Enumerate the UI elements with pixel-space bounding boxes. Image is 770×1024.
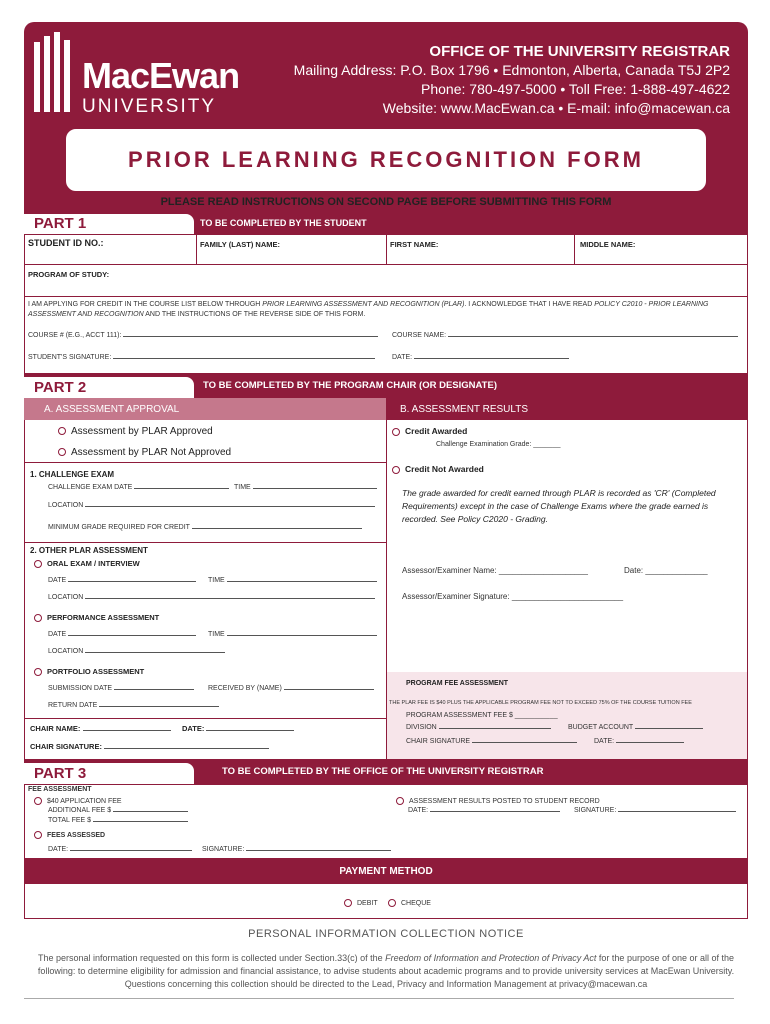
- course-name-label: COURSE NAME:: [392, 332, 447, 339]
- declaration-d: POLICY C2010 - PRIOR LEARNING ASSESSMENT AND RECOGNITION: [28, 301, 709, 318]
- form-title: PRIOR LEARNING RECOGNITION FORM: [128, 147, 644, 172]
- division-label: DIVISION: [406, 724, 437, 731]
- a-title: A. ASSESSMENT APPROVAL: [44, 404, 180, 415]
- form-title-box: [64, 127, 708, 193]
- oral-date-label: DATE: [48, 577, 67, 584]
- chair-name-label: CHAIR NAME:: [30, 724, 81, 733]
- part1-tag: PART 1: [24, 214, 194, 234]
- cheque-label: CHEQUE: [401, 899, 431, 907]
- submission-date-field[interactable]: [48, 685, 194, 692]
- portfolio-label: PORTFOLIO ASSESSMENT: [47, 667, 145, 676]
- radio-icon: [58, 427, 66, 435]
- part1-bar-text: TO BE COMPLETED BY THE STUDENT: [200, 218, 367, 228]
- performance-location-field[interactable]: [48, 648, 225, 655]
- student-signature-field[interactable]: [28, 354, 375, 361]
- other-plar-heading: 2. OTHER PLAR ASSESSMENT: [30, 546, 148, 555]
- office-address: Mailing Address: P.O. Box 1796 • Edmonton, Alberta, Canada T5J 2P2: [293, 62, 730, 78]
- b-title: B. ASSESSMENT RESULTS: [400, 404, 529, 415]
- student-id-field[interactable]: STUDENT ID NO.:: [28, 238, 104, 248]
- fee-date-field[interactable]: [594, 738, 684, 745]
- grade-note: The grade awarded for credit earned through PLAR is recorded as 'CR' (Completed Requirements) except in the case of Challenge Exams where the grade earned is recorded. See Policy C2020 - Grading.: [402, 488, 716, 524]
- course-number-label: COURSE # (E.G., ACCT 111):: [28, 332, 122, 339]
- challenge-location-field[interactable]: [48, 502, 375, 509]
- budget-account-field[interactable]: [568, 724, 703, 731]
- posted-signature-field[interactable]: [574, 807, 736, 814]
- radio-icon: [392, 428, 400, 436]
- challenge-time-field[interactable]: [234, 484, 377, 491]
- app-fee-option[interactable]: [34, 797, 122, 805]
- divider: [386, 234, 387, 264]
- payment-title: PAYMENT METHOD: [339, 866, 433, 877]
- office-web: Website: www.MacEwan.ca • E-mail: info@macewan.ca: [382, 100, 730, 116]
- portfolio-option[interactable]: [34, 667, 144, 676]
- budget-account-label: BUDGET ACCOUNT: [568, 724, 634, 731]
- assessor-signature-field[interactable]: Assessor/Examiner Signature: _________________________: [402, 592, 624, 601]
- received-by-label: RECEIVED BY (NAME): [208, 685, 282, 692]
- fee-amount-field[interactable]: PROGRAM ASSESSMENT FEE $ ___________: [406, 712, 558, 719]
- privacy-notice-c: for the purpose of one or all of the following: to determine eligibility for admission and financial assistance, to advise students about academic programs and to provide university services at MacEwan University. Questions concerning this collection should be directed to the Lead, Privacy and Information Management at privacy@macewan.ca: [37, 953, 735, 989]
- fee-title: PROGRAM FEE ASSESSMENT: [406, 680, 509, 687]
- oral-time-label: TIME: [208, 577, 225, 584]
- cheque-option[interactable]: [388, 899, 431, 907]
- divider: [196, 234, 197, 264]
- plar-approved-label: Assessment by PLAR Approved: [71, 426, 213, 437]
- results-posted-label: ASSESSMENT RESULTS POSTED TO STUDENT RECORD: [409, 797, 600, 805]
- performance-date-field[interactable]: [48, 631, 196, 638]
- divider: [24, 462, 386, 463]
- declaration-e: AND THE INSTRUCTIONS OF THE REVERSE SIDE OF THIS FORM.: [143, 311, 366, 318]
- radio-icon: [34, 831, 42, 839]
- radio-icon: [34, 614, 42, 622]
- logo-university: UNIVERSITY: [82, 96, 217, 117]
- performance-option[interactable]: [34, 613, 159, 622]
- middle-name-field[interactable]: MIDDLE NAME:: [580, 240, 636, 249]
- credit-awarded-option[interactable]: [392, 426, 467, 436]
- fees-assessed-label: FEES ASSESSED: [47, 831, 106, 839]
- challenge-location-label: LOCATION: [48, 502, 84, 509]
- privacy-notice: [24, 952, 748, 991]
- app-fee-label: $40 APPLICATION FEE: [47, 797, 122, 805]
- divider: [24, 542, 386, 543]
- footer-rule: [24, 998, 734, 999]
- min-grade-field[interactable]: [48, 524, 362, 531]
- course-name-field[interactable]: [392, 332, 738, 339]
- division-field[interactable]: [406, 724, 551, 731]
- credit-awarded-label: Credit Awarded: [405, 426, 468, 436]
- debit-label: DEBIT: [357, 899, 378, 907]
- family-name-field[interactable]: FAMILY (LAST) NAME:: [200, 240, 280, 249]
- privacy-notice-a: The personal information requested on this form is collected under Section.33(c) of the: [37, 953, 386, 963]
- chair-signature-label: CHAIR SIGNATURE:: [30, 742, 102, 751]
- assessed-date-label: DATE:: [48, 846, 69, 853]
- challenge-grade-field[interactable]: Challenge Examination Grade: _______: [436, 441, 561, 448]
- performance-date-label: DATE: [48, 631, 67, 638]
- fee-note: THE PLAR FEE IS $40 PLUS THE APPLICABLE PROGRAM FEE NOT TO EXCEED 75% OF THE COURSE TUITION FEE: [389, 700, 692, 706]
- radio-icon: [344, 899, 352, 907]
- divider: [24, 296, 748, 297]
- assessed-date-field[interactable]: [48, 846, 192, 853]
- declaration-b: PRIOR LEARNING ASSESSMENT AND RECOGNITION (PLAR): [262, 301, 465, 308]
- assessed-signature-field[interactable]: [202, 846, 391, 853]
- submission-date-label: SUBMISSION DATE: [48, 685, 113, 692]
- divider: [24, 264, 748, 265]
- plar-not-approved-label: Assessment by PLAR Not Approved: [71, 447, 232, 458]
- declaration-a: I AM APPLYING FOR CREDIT IN THE COURSE LIST BELOW THROUGH: [28, 301, 263, 308]
- chair-date-field[interactable]: [182, 724, 294, 733]
- credit-not-awarded-label: Credit Not Awarded: [405, 464, 484, 474]
- student-signature-label: STUDENT'S SIGNATURE:: [28, 354, 112, 361]
- performance-location-label: LOCATION: [48, 648, 84, 655]
- assessor-name-field[interactable]: Assessor/Examiner Name: ____________________: [402, 566, 588, 575]
- debit-option[interactable]: [344, 899, 378, 907]
- oral-time-field[interactable]: [208, 577, 377, 584]
- divider: [574, 234, 575, 264]
- plar-approved-option[interactable]: [58, 426, 213, 437]
- fee-date-label: DATE:: [594, 738, 615, 745]
- total-fee-field[interactable]: [48, 817, 188, 824]
- challenge-exam-heading: 1. CHALLENGE EXAM: [30, 470, 115, 479]
- declaration-c: . I ACKNOWLEDGE THAT I HAVE READ: [464, 301, 595, 308]
- challenge-date-label: CHALLENGE EXAM DATE: [48, 484, 133, 491]
- part2-tag: PART 2: [24, 377, 194, 398]
- first-name-field[interactable]: FIRST NAME:: [390, 240, 439, 249]
- oral-date-field[interactable]: [48, 577, 196, 584]
- fee-assessment-heading: FEE ASSESSMENT: [28, 786, 92, 793]
- fees-assessed-option[interactable]: [34, 831, 105, 839]
- divider: [24, 718, 386, 719]
- fee-chair-signature-label: CHAIR SIGNATURE: [406, 738, 471, 745]
- logo-wordmark: MacEwan: [82, 55, 240, 96]
- return-date-label: RETURN DATE: [48, 702, 98, 709]
- credit-not-awarded-option[interactable]: [392, 464, 484, 474]
- office-info: [294, 42, 730, 118]
- student-date-field[interactable]: [392, 354, 569, 361]
- additional-fee-label: ADDITIONAL FEE $: [48, 807, 112, 814]
- total-fee-label: TOTAL FEE $: [48, 817, 92, 824]
- student-date-label: DATE:: [392, 354, 413, 361]
- posted-date-field[interactable]: [408, 807, 560, 814]
- oral-location-field[interactable]: [48, 594, 375, 601]
- part3-bar-text: TO BE COMPLETED BY THE OFFICE OF THE UNIVERSITY REGISTRAR: [222, 766, 544, 777]
- additional-fee-field[interactable]: [48, 807, 188, 814]
- payment-box: [24, 883, 748, 919]
- radio-icon: [396, 797, 404, 805]
- privacy-notice-b: Freedom of Information and Protection of Privacy Act: [385, 953, 597, 963]
- fee-chair-signature-field[interactable]: [406, 738, 577, 745]
- radio-icon: [34, 560, 42, 568]
- radio-icon: [58, 448, 66, 456]
- min-grade-label: MINIMUM GRADE REQUIRED FOR CREDIT: [48, 524, 190, 531]
- oral-exam-option[interactable]: [34, 559, 140, 568]
- chair-signature-field[interactable]: [30, 742, 269, 751]
- received-by-field[interactable]: [208, 685, 374, 692]
- chair-date-label: DATE:: [182, 724, 205, 733]
- macewan-logo-icon: [34, 32, 76, 120]
- radio-icon: [392, 466, 400, 474]
- privacy-notice-title: PERSONAL INFORMATION COLLECTION NOTICE: [248, 928, 524, 940]
- radio-icon: [388, 899, 396, 907]
- challenge-time-label: TIME: [234, 484, 251, 491]
- oral-location-label: LOCATION: [48, 594, 84, 601]
- posted-date-label: DATE:: [408, 807, 429, 814]
- performance-label: PERFORMANCE ASSESSMENT: [47, 613, 160, 622]
- performance-time-field[interactable]: [208, 631, 377, 638]
- declaration: [28, 300, 744, 320]
- office-phone: Phone: 780-497-5000 • Toll Free: 1-888-497-4622: [421, 81, 730, 97]
- office-title: OFFICE OF THE UNIVERSITY REGISTRAR: [429, 43, 730, 60]
- chair-name-field[interactable]: [30, 724, 171, 733]
- results-posted-option[interactable]: [396, 797, 600, 805]
- challenge-date-field[interactable]: [48, 484, 229, 491]
- radio-icon: [34, 797, 42, 805]
- posted-signature-label: SIGNATURE:: [574, 807, 617, 814]
- oral-exam-label: ORAL EXAM / INTERVIEW: [47, 559, 140, 568]
- return-date-field[interactable]: [48, 702, 219, 709]
- part3-tag: PART 3: [24, 763, 194, 784]
- instructions-notice: PLEASE READ INSTRUCTIONS ON SECOND PAGE BEFORE SUBMITTING THIS FORM: [160, 196, 612, 208]
- plar-not-approved-option[interactable]: [58, 447, 231, 458]
- radio-icon: [34, 668, 42, 676]
- part2-bar-text: TO BE COMPLETED BY THE PROGRAM CHAIR (OR DESIGNATE): [203, 380, 497, 391]
- course-number-field[interactable]: [28, 332, 378, 339]
- assessor-date-field[interactable]: Date: ______________: [624, 566, 708, 575]
- assessed-signature-label: SIGNATURE:: [202, 846, 245, 853]
- performance-time-label: TIME: [208, 631, 225, 638]
- program-field[interactable]: PROGRAM OF STUDY:: [28, 270, 110, 279]
